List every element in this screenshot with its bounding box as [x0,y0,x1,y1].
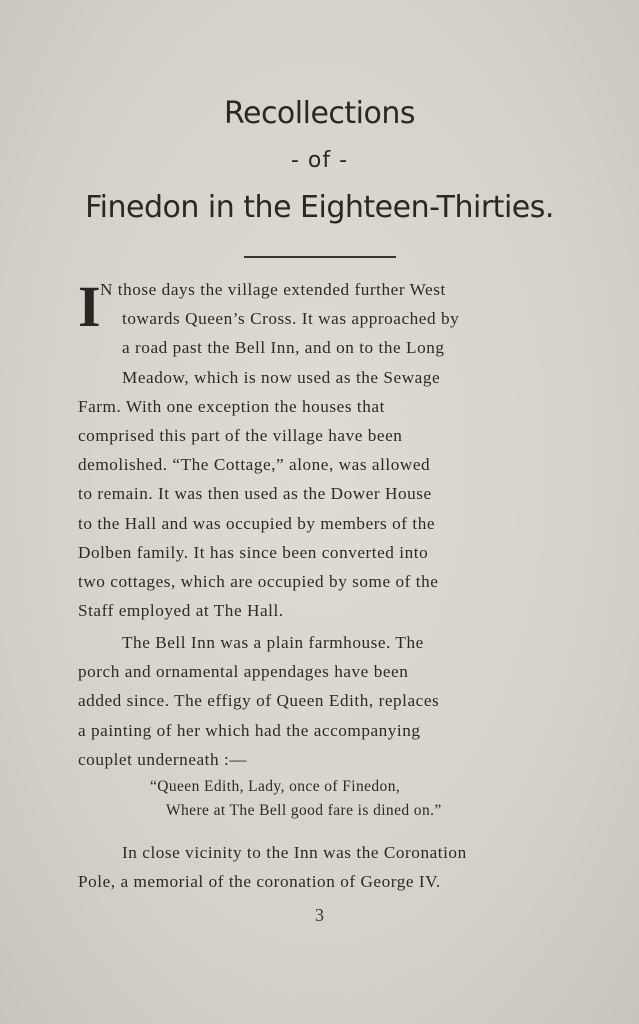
text-line: to the Hall and was occupied by members of the [78,513,436,533]
text-line: couplet underneath :— [78,749,248,769]
text-line: to remain. It was then used as the Dower House [78,484,432,504]
text-line: Dolben family. It has since been converted into [78,542,429,562]
text-line: demolished. “The Cottage,” alone, was allowed [78,455,431,475]
drop-cap: I [78,274,101,339]
title-line-2: - of - [290,148,349,173]
text-line: Staff employed at The Hall. [78,601,284,621]
text-line: comprised this part of the village have been [78,425,403,445]
text-line: N those days the village extended further West [100,280,446,299]
text-line: a road past the Bell Inn, and on to the Long [122,338,445,358]
text-line: Pole, a memorial of the coronation of George IV. [78,872,441,892]
paragraph-2 [78,628,564,774]
text-line: porch and ornamental appendages have been [78,662,409,682]
title-line-1: Recollections [223,96,416,131]
paragraph-3 [78,838,564,896]
quote-line-2: Where at The Bell good fare is dined on.” [166,802,442,819]
text-line: Meadow, which is now used as the Sewage [122,367,441,387]
title-divider [244,256,396,258]
page-number: 3 [315,905,324,925]
text-line: added since. The effigy of Queen Edith, replaces [78,691,440,711]
text-line: In close vicinity to the Inn was the Coronation [122,843,467,862]
paragraph-1 [78,275,564,625]
text-line: two cottages, which are occupied by some of the [78,571,439,591]
text-line: towards Queen’s Cross. It was approached by [122,309,460,329]
text-line: a painting of her which had the accompanying [78,720,421,740]
text-line: The Bell Inn was a plain farmhouse. The [122,633,424,652]
quote-line-1: “Queen Edith, Lady, once of Finedon, [150,778,401,795]
title-line-3: Finedon in the Eighteen-Thirties. [85,190,554,225]
text-line: Farm. With one exception the houses that [78,396,385,416]
